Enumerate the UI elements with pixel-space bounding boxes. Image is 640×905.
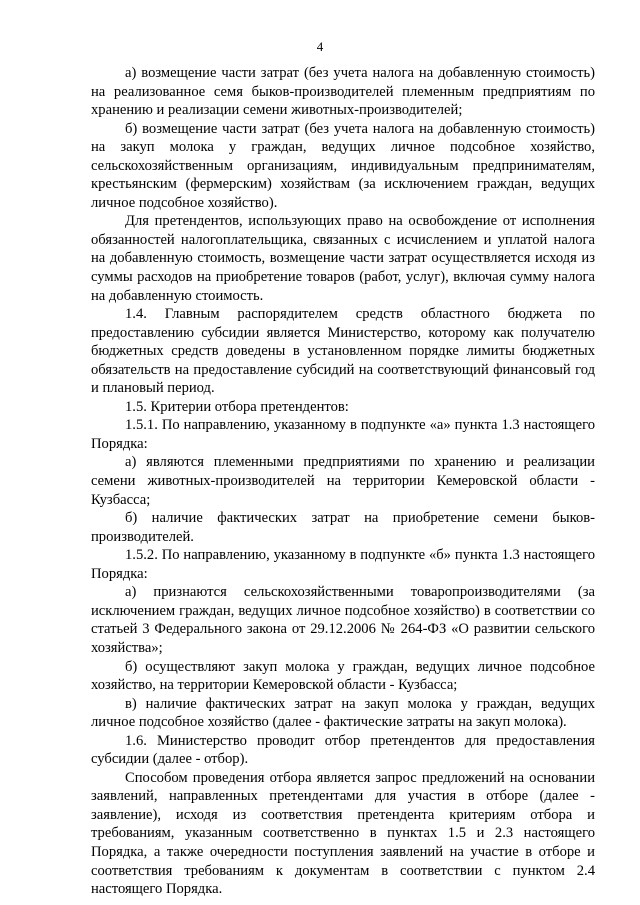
page-number: 4 [316,39,324,54]
paragraph-vat-exemption: Для претендентов, использующих право на освобождение от исполнения обязанностей налогоплательщика, связанных с исчислением и уплатой налога на добавленную стоимость, возмещение части затрат осуществляется исходя из суммы расходов на приобретение товаров (работ, услуг), включая сумму налога на добавленную стоимость. [91,213,595,304]
paragraph-1-5: 1.5. Критерии отбора претендентов: [125,398,349,415]
paragraph-1-6: 1.6. Министерство проводит отбор претендентов для предоставления субсидии (далее - отбор). [91,732,595,768]
paragraph-1-3-b: б) возмещение части затрат (без учета налога на добавленную стоимость) на закуп молока у граждан, ведущих личное подсобное хозяйство, сельскохозяйственным организациям, индивидуальным предпринимателям, крестьянским (фермерским) хозяйствам (за исключением граждан, ведущих личное подсобное хозяйство). [91,120,595,211]
paragraph-1-3-a: а) возмещение части затрат (без учета налога на добавленную стоимость) на реализованное семя быков-производителей племенным предприятиям по хранению и реализации семени животных-производителей; [91,65,595,119]
paragraph-1-5-1: 1.5.1. По направлению, указанному в подпункте «а» пункта 1.3 настоящего Порядка: [91,417,595,452]
paragraph-1-4: 1.4. Главным распорядителем средств областного бюджета по предоставлению субсидии является Министерство, которому как получателю бюджетных средств доведены в установленном порядке лимиты бюджетных обязательств на предоставление субсидий на соответствующий финансовый год и плановый период. [91,306,595,397]
paragraph-1-5-2: 1.5.2. По направлению, указанному в подпункте «б» пункта 1.3 настоящего Порядка: [91,547,595,582]
document-body [91,64,595,899]
paragraph-selection-method: Способом проведения отбора является запрос предложений на основании заявлений, направленных претендентами для участия в отборе (далее - заявление), исходя из соответствия претендента критериям отбора и требованиям, указанным соответственно в пунктах 1.5 и 2.3 настоящего Порядка, а также очередности поступления заявлений на участие в отборе и соответствия требованиям к документам в соответствии с пунктом 2.4 настоящего Порядка. [91,769,595,898]
paragraph-1-5-2-v: в) наличие фактических затрат на закуп молока у граждан, ведущих личное подсобное хозяйство (далее - фактические затраты на закуп молока). [91,695,595,731]
paragraph-1-5-2-a: а) признаются сельскохозяйственными товаропроизводителями (за исключением граждан, ведущих личное подсобное хозяйство) в соответствии со статьей 3 Федерального закона от 29.12.2006 № 264-ФЗ «О развитии сельского хозяйства»; [91,584,595,656]
paragraph-1-5-2-b: б) осуществляют закуп молока у граждан, ведущих личное подсобное хозяйство, на территории Кемеровской области - Кузбасса; [91,658,595,694]
paragraph-1-5-1-a: а) являются племенными предприятиями по хранению и реализации семени животных-производителей на территории Кемеровской области - Кузбасса; [91,454,595,508]
paragraph-1-5-1-b: б) наличие фактических затрат на приобретение семени быков-производителей. [91,510,595,545]
